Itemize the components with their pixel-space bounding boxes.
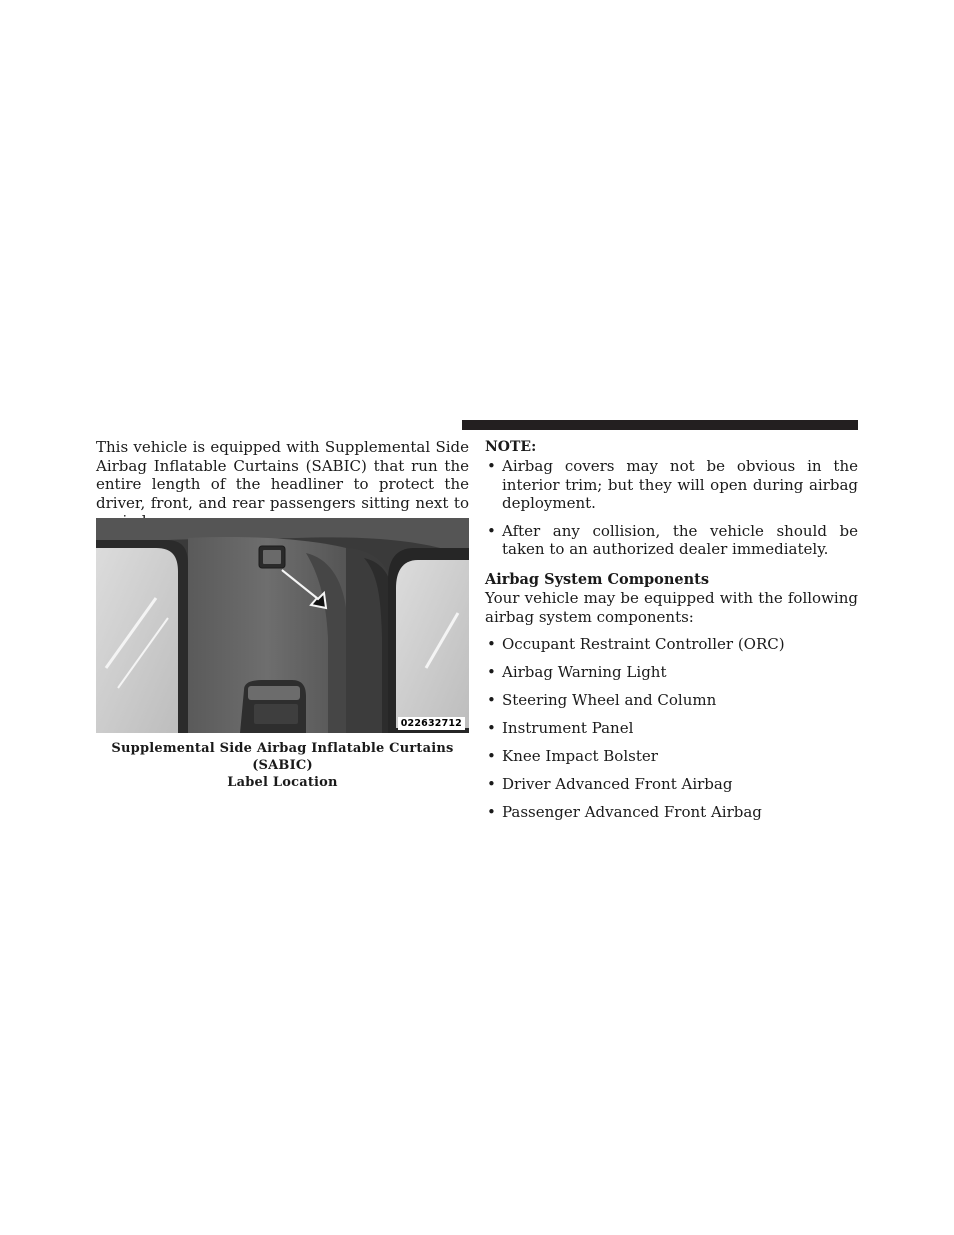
- caption-line-2: Label Location: [227, 775, 338, 790]
- bullet-icon: •: [487, 521, 496, 540]
- left-column: [96, 438, 469, 531]
- bullet-icon: •: [487, 457, 496, 475]
- bullet-icon: •: [487, 663, 496, 681]
- caption-line-1: Supplemental Side Airbag Inflatable Curtains (SABIC): [111, 741, 454, 773]
- pillar-illustration: [96, 518, 469, 733]
- bullet-icon: •: [487, 635, 496, 653]
- sabic-paragraph: This vehicle is equipped with Supplemental Side Airbag Inflatable Curtains (SABIC) that run the entire length of the headliner to protect the driver, front, and rear passengers sitting next to: [96, 438, 469, 512]
- bullet-icon: •: [487, 719, 496, 737]
- section-rule-bar: [462, 420, 858, 430]
- bullet-icon: •: [487, 691, 496, 709]
- components-intro: Your vehicle may be equipped with the following airbag system components:: [485, 589, 858, 626]
- components-list: [485, 635, 858, 822]
- list-item: • Occupant Restraint Controller (ORC): [487, 635, 785, 653]
- list-item: • Instrument Panel: [487, 719, 634, 737]
- list-item: • After any collision, the vehicle should be taken to an authorized dealer immediately.: [487, 521, 858, 558]
- figure-caption: [96, 740, 469, 791]
- note-list: [485, 457, 858, 559]
- bullet-icon: •: [487, 747, 496, 765]
- list-item: • Knee Impact Bolster: [487, 747, 658, 765]
- list-item: • Passenger Advanced Front Airbag: [487, 803, 762, 821]
- list-item: • Driver Advanced Front Airbag: [487, 775, 733, 793]
- figure-code: 022632712: [398, 717, 465, 730]
- sabic-label-figure: [96, 518, 469, 733]
- list-item: • Airbag Warning Light: [487, 663, 667, 681]
- list-item: • Steering Wheel and Column: [487, 691, 717, 709]
- right-column: [485, 438, 858, 831]
- bullet-icon: •: [487, 775, 496, 793]
- bullet-icon: •: [487, 803, 496, 821]
- section-heading: Airbag System Components: [485, 570, 710, 588]
- note-label: NOTE:: [485, 439, 537, 455]
- list-item: • Airbag covers may not be obvious in the interior trim; but they will open during airbag deployment.: [487, 457, 858, 512]
